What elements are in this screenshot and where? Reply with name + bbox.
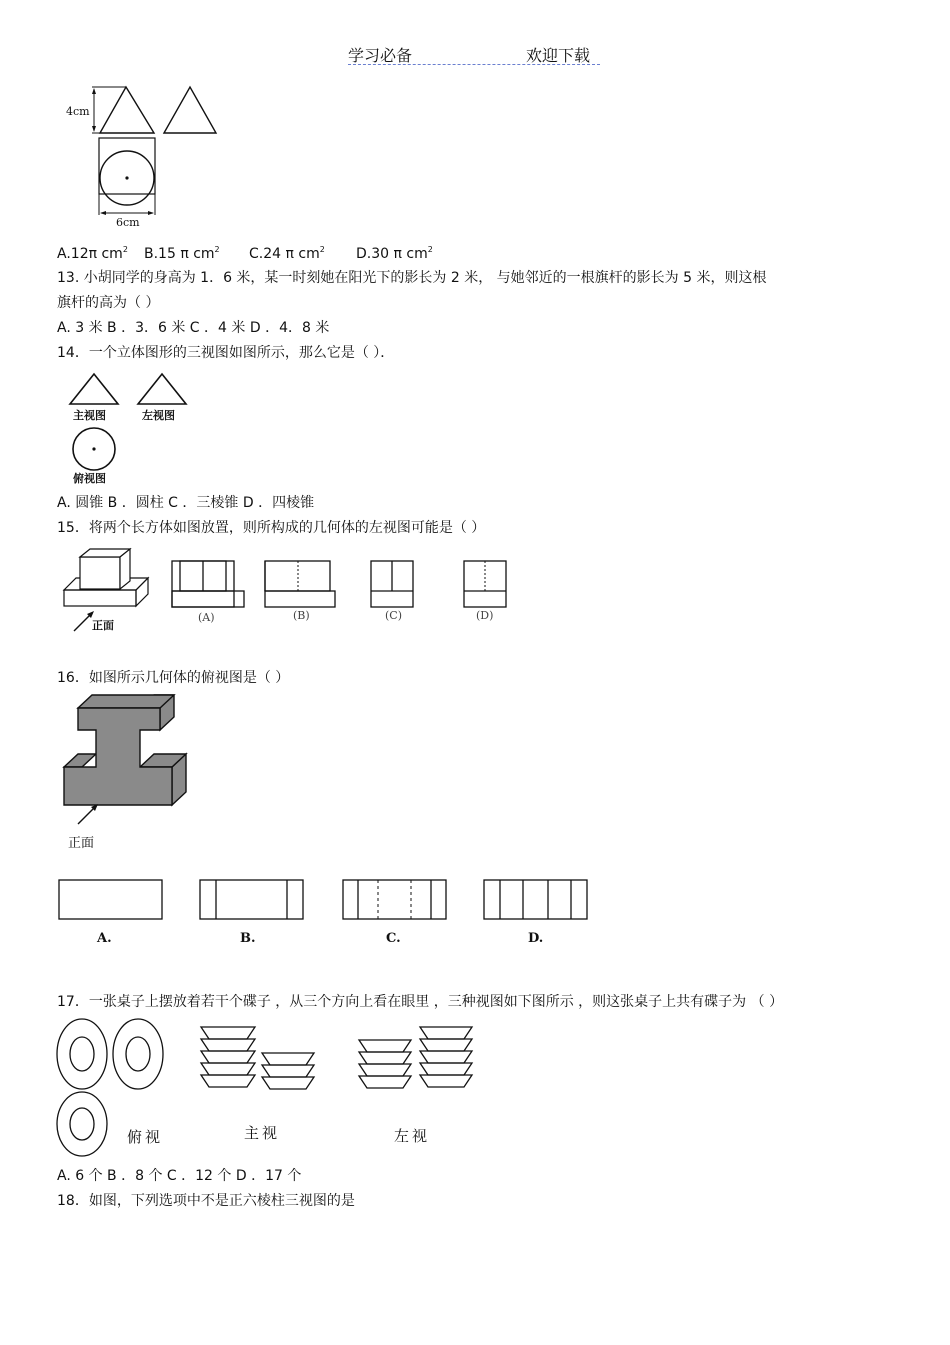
q14-options: A. 圆锥 B ．圆柱 C ．三棱锥 D ．四棱锥 [57,495,315,511]
q15-choice-a-figure [172,561,244,607]
q15-choice-d-figure [464,561,506,607]
q15-choice-b-figure [265,561,335,607]
q12-option-d: D.30 π $cm^2$ [356,245,433,262]
q16-choice-d: D. [528,931,544,946]
q16-choice-a-rect [59,880,162,919]
q13-stem-line2: 旗杆的高为（ ） [57,295,160,311]
q17-options: A. 6 个 B ．8 个 C ．12 个 D ．17 个 [57,1168,302,1184]
q16-choice-c: C. [386,931,401,946]
q12-option-a: A.12π $cm^2$ [57,245,128,262]
q17-top-label: 俯视 [127,1128,164,1146]
q12-left-triangle [164,87,216,133]
q16-front-label: 正面 [68,836,95,851]
q15-stem: 15．将两个长方体如图放置，则所构成的几何体的左视图可能是（ ） [57,520,486,536]
q15-figure [60,545,520,635]
q17-left-view [359,1027,472,1088]
q14-left-triangle [138,374,186,404]
q15-choice-d: (D) [476,609,494,622]
q12-top-square [99,138,155,194]
header-right: 欢迎下载 [526,46,591,65]
q16-choice-b: B. [240,931,256,946]
q14-stem: 14．一个立体图形的三视图如图所示，那么它是（ ）． [57,345,395,361]
q15-choice-a: (A) [198,611,215,624]
header-left: 学习必备 [348,46,413,65]
q18-stem: 18．如图，下列选项中不是正六棱柱三视图的是 [57,1193,355,1209]
q12-front-triangle [100,87,154,133]
q14-front-label: 主视图 [73,409,106,422]
q16-choice-a: A. [97,931,112,946]
q14-top-label: 俯视图 [73,472,106,485]
q15-choice-c: (C) [385,609,402,622]
q17-front-view [201,1027,314,1089]
q16-choice-d-rect [484,880,587,919]
header-divider [348,64,600,65]
q15-choice-b: (B) [293,609,310,622]
q16-stem: 16．如图所示几何体的俯视图是（ ） [57,670,290,686]
q16-choice-b-rect [200,880,303,919]
q17-front-label: 主视 [244,1124,281,1142]
q16-choice-c-rect [343,880,446,919]
q12-option-c: C.24 π $cm^2$ [249,245,325,262]
q12-width-label: 6cm [116,216,140,229]
q15-choice-c-figure [371,561,413,607]
q13-options: A. 3 米 B ．3．6 米 C ．4 米 D ．4．8 米 [57,320,330,336]
q17-stem: 17．一张桌子上摆放着若干个碟子 ，从三个方向上看在眼里 ，三种视图如下图所示 ，则这张桌子上共有碟子为 （ ） [57,994,784,1010]
q16-solid-figure [60,695,200,825]
q13-stem-line1: 13. 小胡同学的身高为 1．6 米，某一时刻她在阳光下的影长为 2 米， 与她邻近的一根旗杆的影长为 5 米，则这根 [57,270,767,286]
q14-front-triangle [70,374,118,404]
q12-height-label: 4cm [66,105,90,118]
q16-choices-figure [58,878,598,924]
q15-front-label: 正面 [92,619,114,632]
q12-option-b: B.15 π $cm^2$ [144,245,220,262]
q17-left-label: 左视 [394,1127,431,1145]
q14-left-label: 左视图 [142,409,175,422]
